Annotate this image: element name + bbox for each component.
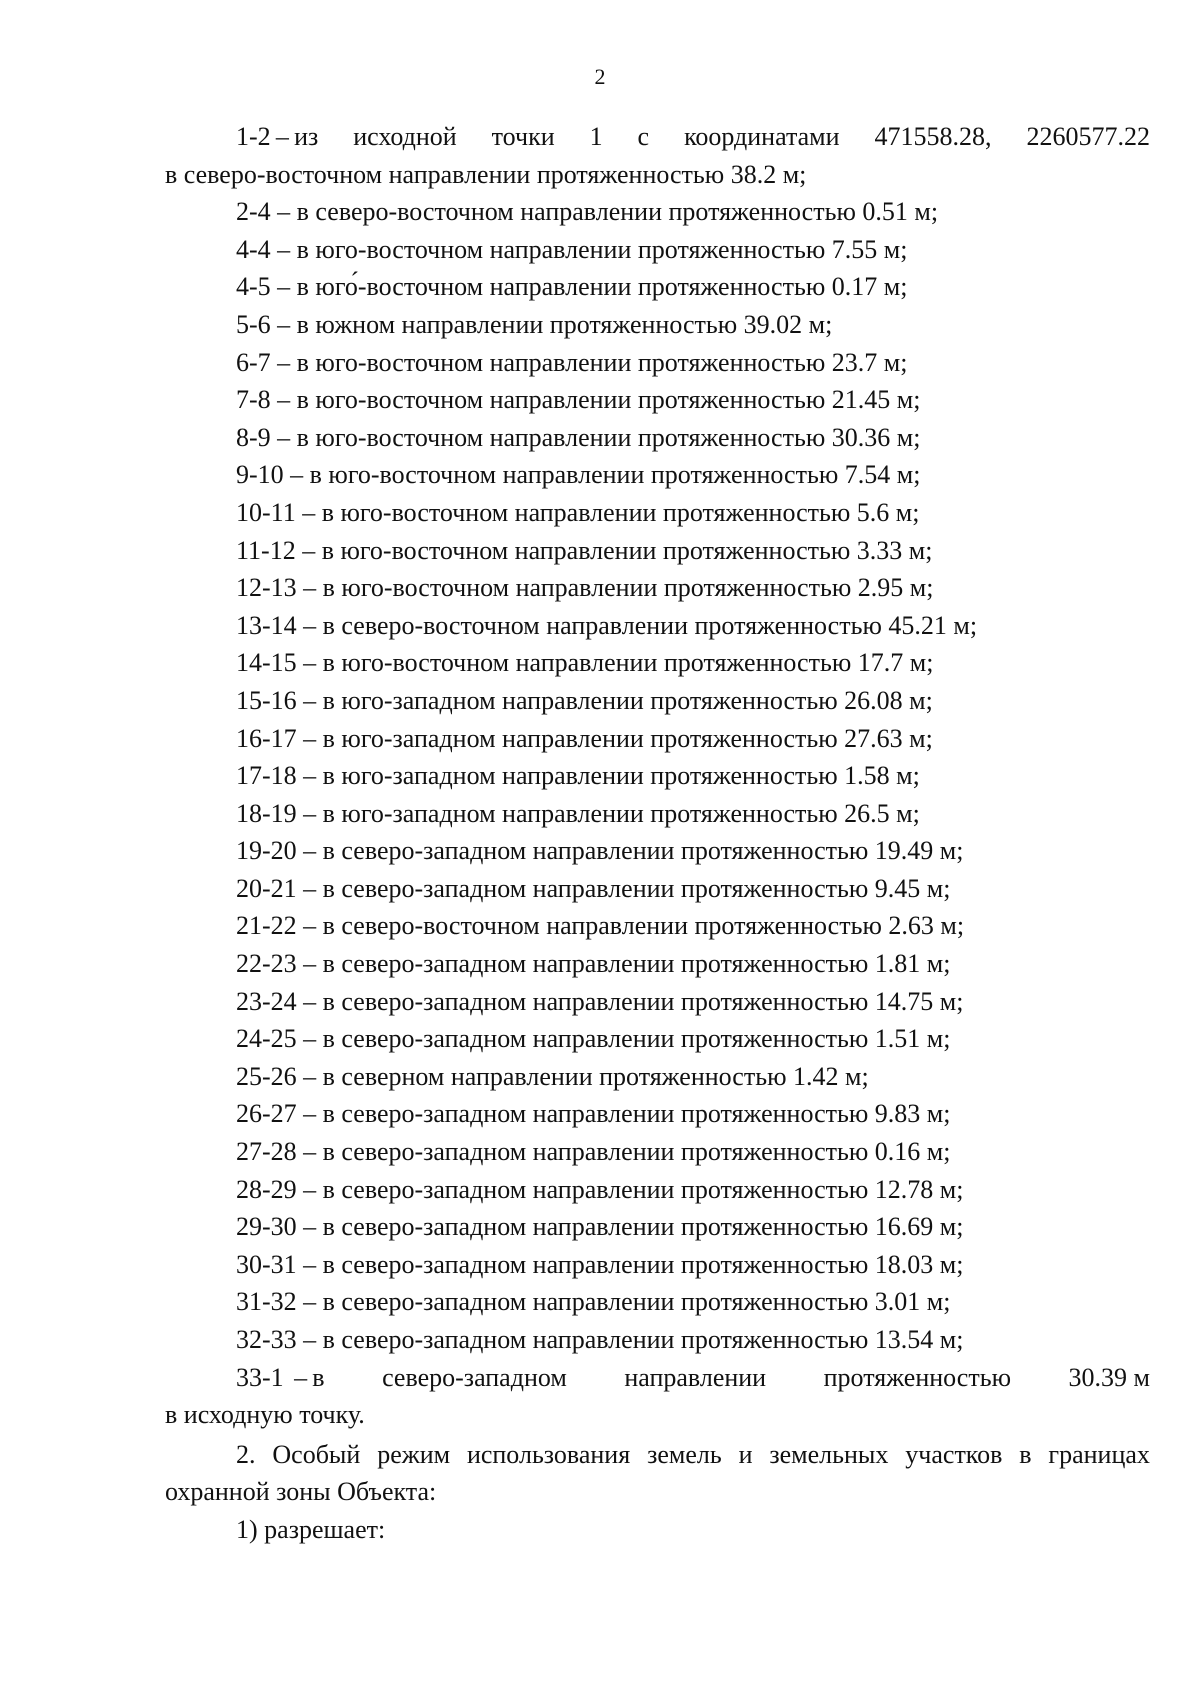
word: границах <box>1048 1439 1150 1469</box>
segment-line: 28-29 – в северо-западном направлении протяженностью 12.78 м; <box>236 1174 964 1204</box>
segment-line: 21-22 – в северо-восточном направлении протяженностью 2.63 м; <box>236 911 965 941</box>
word: Особый <box>272 1439 361 1469</box>
segment-line: 19-20 – в северо-западном направлении протяженностью 19.49 м; <box>236 836 964 866</box>
segment-line: 20-21 – в северо-западном направлении протяженностью 9.45 м; <box>236 873 951 903</box>
segment-line: 26-27 – в северо-западном направлении протяженностью 9.83 м; <box>236 1099 951 1129</box>
segment-line: 8-9 – в юго-восточном направлении протяженностью 30.36 м; <box>236 422 921 452</box>
segment-line: 11-12 – в юго-восточном направлении протяженностью 3.33 м; <box>236 535 933 565</box>
word: с <box>637 122 650 151</box>
segment-line: 15-16 – в юго-западном направлении протяженностью 26.08 м; <box>236 685 933 715</box>
segment-line: 17-18 – в юго-западном направлении протяженностью 1.58 м; <box>236 761 920 791</box>
segment-line: 4-5 – в юго́-восточном направлении протяженностью 0.17 м; <box>236 272 908 302</box>
word: точки <box>491 122 555 151</box>
segment-line: 30-31 – в северо-западном направлении протяженностью 18.03 м; <box>236 1249 964 1279</box>
word: северо-западном <box>382 1362 567 1392</box>
segment-line: 6-7 – в юго-восточном направлении протяженностью 23.7 м; <box>236 347 908 377</box>
segment-line: 22-23 – в северо-западном направлении протяженностью 1.81 м; <box>236 949 951 979</box>
word: земельных <box>769 1439 889 1469</box>
last-segment-line-1 <box>165 1359 1150 1397</box>
word: исходной <box>353 122 457 151</box>
word: участков <box>905 1439 1003 1469</box>
first-paragraph-line-1 <box>165 118 1150 156</box>
segment-line: 12-13 – в юго-восточном направлении протяженностью 2.95 м; <box>236 573 934 603</box>
segment-line: 29-30 – в северо-западном направлении протяженностью 16.69 м; <box>236 1212 964 1242</box>
first-paragraph-line-2: в северо-восточном направлении протяженностью 38.2 м; <box>165 159 807 189</box>
word: и <box>738 1439 753 1469</box>
word: координатами <box>684 122 840 151</box>
word: 2. <box>236 1439 256 1469</box>
word: земель <box>647 1439 722 1469</box>
segment-line: 18-19 – в юго-западном направлении протяженностью 26.5 м; <box>236 798 920 828</box>
segment-line: 9-10 – в юго-восточном направлении протяженностью 7.54 м; <box>236 460 921 490</box>
page-number: 2 <box>594 64 606 89</box>
word: 1 <box>589 122 603 151</box>
segment-line: 16-17 – в юго-западном направлении протяженностью 27.63 м; <box>236 723 933 753</box>
paragraph-2-line-1 <box>165 1436 1150 1474</box>
word: использования <box>466 1439 631 1469</box>
paragraph-2-line-2: охранной зоны Объекта: <box>165 1477 437 1507</box>
segment-line: 31-32 – в северо-западном направлении протяженностью 3.01 м; <box>236 1287 951 1317</box>
segment-line: 10-11 – в юго-восточном направлении протяженностью 5.6 м; <box>236 497 920 527</box>
word: направлении <box>624 1362 767 1392</box>
segment-line: 13-14 – в северо-восточном направлении протяженностью 45.21 м; <box>236 610 978 640</box>
word: в <box>1019 1439 1032 1469</box>
segment-line: 14-15 – в юго-восточном направлении протяженностью 17.7 м; <box>236 648 934 678</box>
segment-line: 32-33 – в северо-западном направлении протяженностью 13.54 м; <box>236 1325 964 1354</box>
segment-line: 7-8 – в юго-восточном направлении протяженностью 21.45 м; <box>236 385 921 415</box>
segment-line: 24-25 – в северо-западном направлении протяженностью 1.51 м; <box>236 1024 951 1054</box>
word: протяженностью <box>823 1362 1011 1392</box>
segment-line: 2-4 – в северо-восточном направлении протяженностью 0.51 м; <box>236 197 939 227</box>
item-1-heading: 1) разрешает: <box>236 1514 386 1544</box>
word: 1-2 – из <box>236 122 319 151</box>
document-body <box>165 118 1150 1549</box>
segment-line: 23-24 – в северо-западном направлении протяженностью 14.75 м; <box>236 986 964 1016</box>
segment-list <box>165 193 1150 1358</box>
segment-line: 25-26 – в северном направлении протяженностью 1.42 м; <box>236 1061 869 1091</box>
segment-line: 27-28 – в северо-западном направлении протяженностью 0.16 м; <box>236 1137 951 1167</box>
word: 2260577.22 <box>1026 122 1150 151</box>
last-segment-line-2: в исходную точку. <box>165 1400 365 1430</box>
word: 30.39 м <box>1068 1362 1150 1392</box>
word: режим <box>377 1439 451 1469</box>
word: 471558.28, <box>874 122 992 151</box>
segment-line: 5-6 – в южном направлении протяженностью 39.02 м; <box>236 309 833 339</box>
word: 33-1 – в <box>236 1362 325 1392</box>
segment-line: 4-4 – в юго-восточном направлении протяженностью 7.55 м; <box>236 234 908 264</box>
